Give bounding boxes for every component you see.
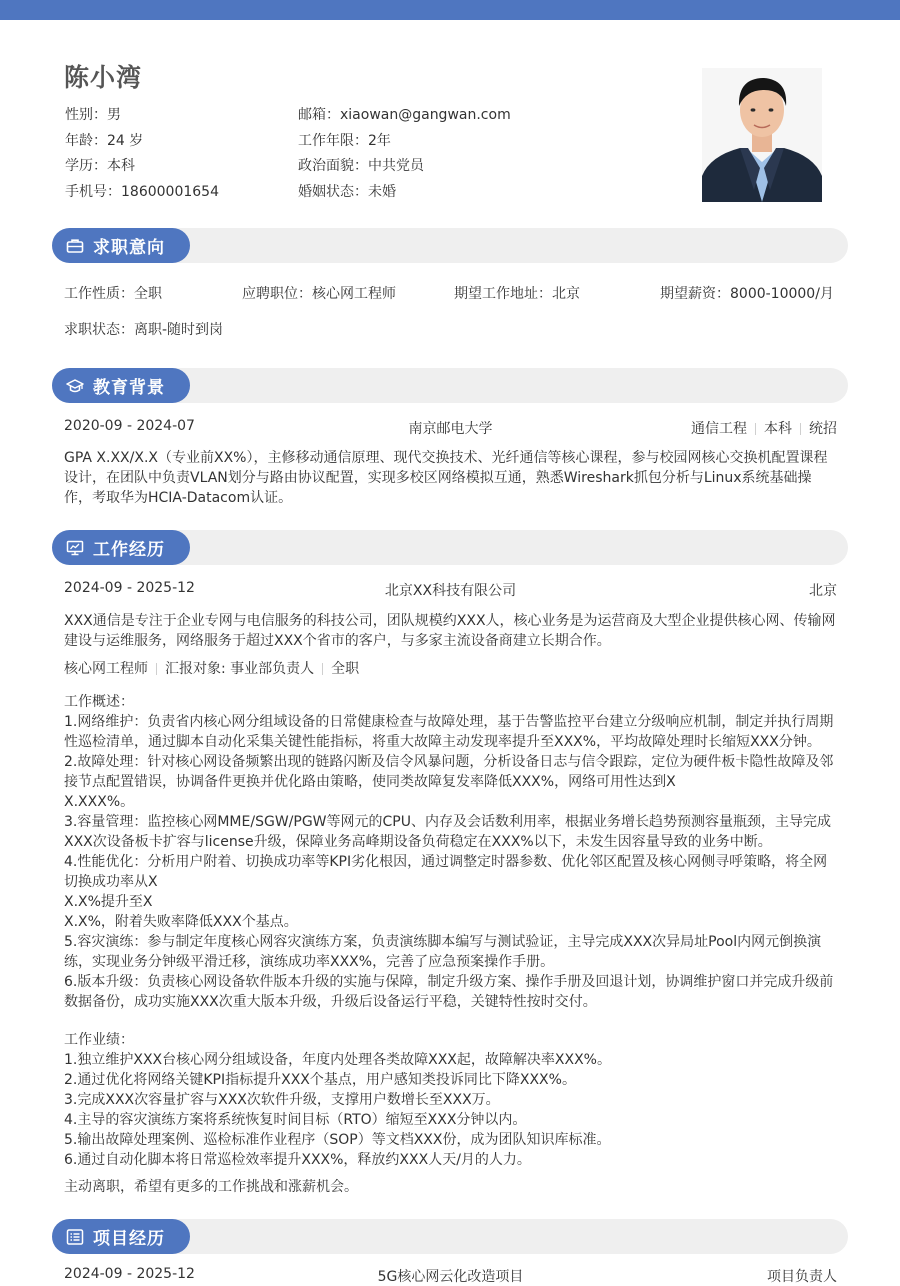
info-field-marital	[298, 181, 658, 207]
field-label: 性别：	[65, 107, 107, 123]
field-label: 手机号：	[65, 183, 121, 200]
intent-item-location	[454, 283, 660, 303]
achievement-line: 6.通过自动化脚本将日常巡检效率提升XXX%，释放约XXX人天/月的人力。	[64, 1152, 531, 1168]
summary-line: 4.性能优化：分析用户附着、切换成功率等KPI劣化根因，通过调整定时器参数、优化邻区配置及核心网侧寻呼策略，将全网切换成功率从X	[64, 854, 828, 890]
section-pill	[52, 368, 190, 403]
achievements-title: 工作业绩：	[64, 1032, 134, 1048]
intent-item-nature	[64, 283, 242, 303]
field-value: 核心网工程师	[312, 286, 396, 302]
info-field-age	[65, 130, 298, 156]
field-label: 年龄：	[65, 132, 107, 149]
summary-line: X.X%提升至X	[64, 894, 153, 910]
section-pill	[52, 228, 190, 263]
section-pill	[52, 530, 190, 565]
education-summary-row	[64, 418, 837, 438]
section-header-intent	[52, 228, 848, 263]
section-title: 教育背景	[93, 378, 165, 398]
section-header-project	[52, 1219, 848, 1254]
field-label: 期望工作地址：	[454, 286, 552, 302]
project-role: 项目负责人	[767, 1269, 837, 1285]
info-field-degree	[65, 155, 298, 181]
field-label: 政治面貌：	[298, 158, 368, 174]
achievement-line: 4.主导的容灾演练方案将系统恢复时间目标（RTO）缩短至XXX分钟以内。	[64, 1112, 527, 1128]
field-value: xiaowan@gangwan.com	[340, 107, 511, 123]
section-title: 工作经历	[93, 540, 165, 560]
divider	[156, 663, 157, 675]
profile-photo	[702, 68, 822, 202]
summary-line: 1.网络维护：负责省内核心网分组域设备的日常健康检查与故障处理，基于告警监控平台建立分级响应机制，制定并执行周期性巡检清单，通过脚本自动化采集关键性能指标，将重大故障主动发现率提升至XXX%，平均故障处理时长缩短XXX分钟。	[64, 714, 834, 750]
list-icon	[66, 1228, 84, 1246]
work-company: 北京XX科技有限公司	[384, 583, 517, 599]
field-value: 北京	[552, 286, 580, 302]
field-value: 2年	[368, 132, 391, 149]
field-value: 全职	[134, 286, 162, 302]
divider	[755, 423, 756, 435]
info-field-email	[298, 104, 658, 130]
divider	[322, 663, 323, 675]
work-period: 2024-09 - 2025-12	[64, 580, 195, 596]
section-title: 项目经历	[93, 1229, 165, 1249]
education-period: 2020-09 - 2024-07	[64, 418, 195, 434]
field-value: 未婚	[368, 183, 396, 200]
field-value: 离职-随时到岗	[134, 322, 224, 338]
education-tags	[691, 418, 837, 438]
intent-status	[64, 319, 837, 339]
field-label: 邮箱：	[298, 107, 340, 123]
summary-line: 2.故障处理：针对核心网设备频繁出现的链路闪断及信令风暴问题，分析设备日志与信令跟踪，定位为硬件板卡隐性故障及邻接节点配置错误，协调备件更换并优化路由策略，使同类故障复发率降低XXX%，网络可用性达到X	[64, 754, 834, 790]
section-title: 求职意向	[93, 238, 165, 258]
tag-enrollment: 统招	[809, 421, 837, 437]
field-value: 8000-10000/月	[730, 286, 834, 302]
graduation-cap-icon	[66, 377, 84, 395]
field-label: 工作性质：	[64, 286, 134, 302]
info-field-gender	[65, 104, 298, 130]
info-row	[65, 130, 665, 156]
education-school: 南京邮电大学	[408, 421, 493, 437]
summary-line: X.XXX%。	[64, 794, 135, 810]
summary-line: X.X%，附着失败率降低XXX个基点。	[64, 914, 298, 930]
intent-item-position	[242, 283, 454, 303]
field-label: 求职状态：	[64, 322, 134, 338]
field-label: 期望薪资：	[660, 286, 730, 302]
tag-role: 核心网工程师	[64, 661, 148, 677]
field-value: 男	[107, 107, 121, 123]
summary-line: 6.版本升级：负责核心网设备软件版本升级的实施与保障，制定升级方案、操作手册及回退计划，协调维护窗口并完成升级前数据备份，成功实施XXX次重大版本升级，升级后设备运行平稳，关键特性按时交付。	[64, 974, 834, 1010]
field-label: 学历：	[65, 158, 107, 174]
section-header-work	[52, 530, 848, 565]
work-summary	[64, 692, 837, 1012]
tag-report-to: 汇报对象: 事业部负责人	[165, 661, 315, 677]
field-label: 工作年限：	[298, 132, 368, 149]
field-value: 中共党员	[368, 158, 424, 174]
achievement-line: 1.独立维护XXX台核心网分组域设备，年度内处理各类故障XXX起，故障解决率XXX%。	[64, 1052, 611, 1068]
info-field-political	[298, 155, 658, 181]
field-value: 18600001654	[121, 183, 219, 200]
intent-row	[64, 283, 837, 303]
field-value: 本科	[107, 158, 135, 174]
info-row	[65, 104, 665, 130]
person-portrait	[702, 68, 822, 202]
project-summary-row	[64, 1266, 837, 1286]
achievement-line: 3.完成XXX次容量扩容与XXX次软件升级，支撑用户数增长至XXX万。	[64, 1092, 500, 1108]
summary-line: 3.容量管理：监控核心网MME/SGW/PGW等网元的CPU、内存及会话数利用率，根据业务增长趋势预测容量瓶颈，主导完成XXX次设备板卡扩容与license升级，保障业务高峰期设备负荷稳定在XXX%以下，未发生因容量导致的业务中断。	[64, 814, 831, 850]
work-tags	[64, 658, 837, 678]
summary-title: 工作概述：	[64, 694, 134, 710]
intent-item-salary	[660, 283, 834, 303]
achievement-line: 5.输出故障处理案例、巡检标准作业程序（SOP）等文档XXX份，成为团队知识库标准。	[64, 1132, 611, 1148]
info-field-work-years	[298, 130, 658, 156]
briefcase-icon	[66, 237, 84, 255]
basic-info	[65, 104, 665, 206]
education-description: GPA X.XX/X.X（专业前XX%），主修移动通信原理、现代交换技术、光纤通信等核心课程，参与校园网核心交换机配置课程设计，在团队中负责VLAN划分与路由协议配置，实现多校区网络模拟互通，熟悉Wireshark抓包分析与Linux系统基础操作，考取华为HCIA-Datacom认证。	[64, 450, 828, 506]
top-accent-bar	[0, 0, 900, 20]
tag-degree: 本科	[764, 421, 792, 437]
info-row	[65, 181, 665, 207]
info-row	[65, 155, 665, 181]
leave-reason: 主动离职，希望有更多的工作挑战和涨薪机会。	[64, 1179, 358, 1195]
tag-major: 通信工程	[691, 421, 747, 437]
field-label: 婚姻状态：	[298, 183, 368, 200]
work-achievements	[64, 1030, 837, 1170]
field-value: 24 岁	[107, 132, 144, 149]
tag-type: 全职	[331, 661, 360, 677]
company-intro: XXX通信是专注于企业专网与电信服务的科技公司，团队规模约XXX人，核心业务是为运营商及大型企业提供核心网、传输网建设与运维服务，网络服务于超过XXX个省市的客户，与多家主流设备商建立长期合作。	[64, 613, 836, 649]
info-field-phone	[65, 181, 298, 207]
summary-line: 5.容灾演练：参与制定年度核心网容灾演练方案，负责演练脚本编写与测试验证，主导完成XXX次异局址Pool内网元倒换演练，实现业务分钟级平滑迁移，演练成功率XXX%，完善了应急预案操作手册。	[64, 934, 822, 970]
field-label: 应聘职位：	[242, 286, 312, 302]
work-summary-row	[64, 580, 837, 600]
candidate-name: 陈小湾	[64, 63, 143, 92]
divider	[800, 423, 801, 435]
work-location: 北京	[809, 583, 837, 599]
project-period: 2024-09 - 2025-12	[64, 1266, 195, 1282]
section-pill	[52, 1219, 190, 1254]
project-name: 5G核心网云化改造项目	[377, 1269, 524, 1285]
achievement-line: 2.通过优化将网络关键KPI指标提升XXX个基点，用户感知类投诉同比下降XXX%。	[64, 1072, 576, 1088]
section-header-education	[52, 368, 848, 403]
monitor-icon	[66, 539, 84, 557]
